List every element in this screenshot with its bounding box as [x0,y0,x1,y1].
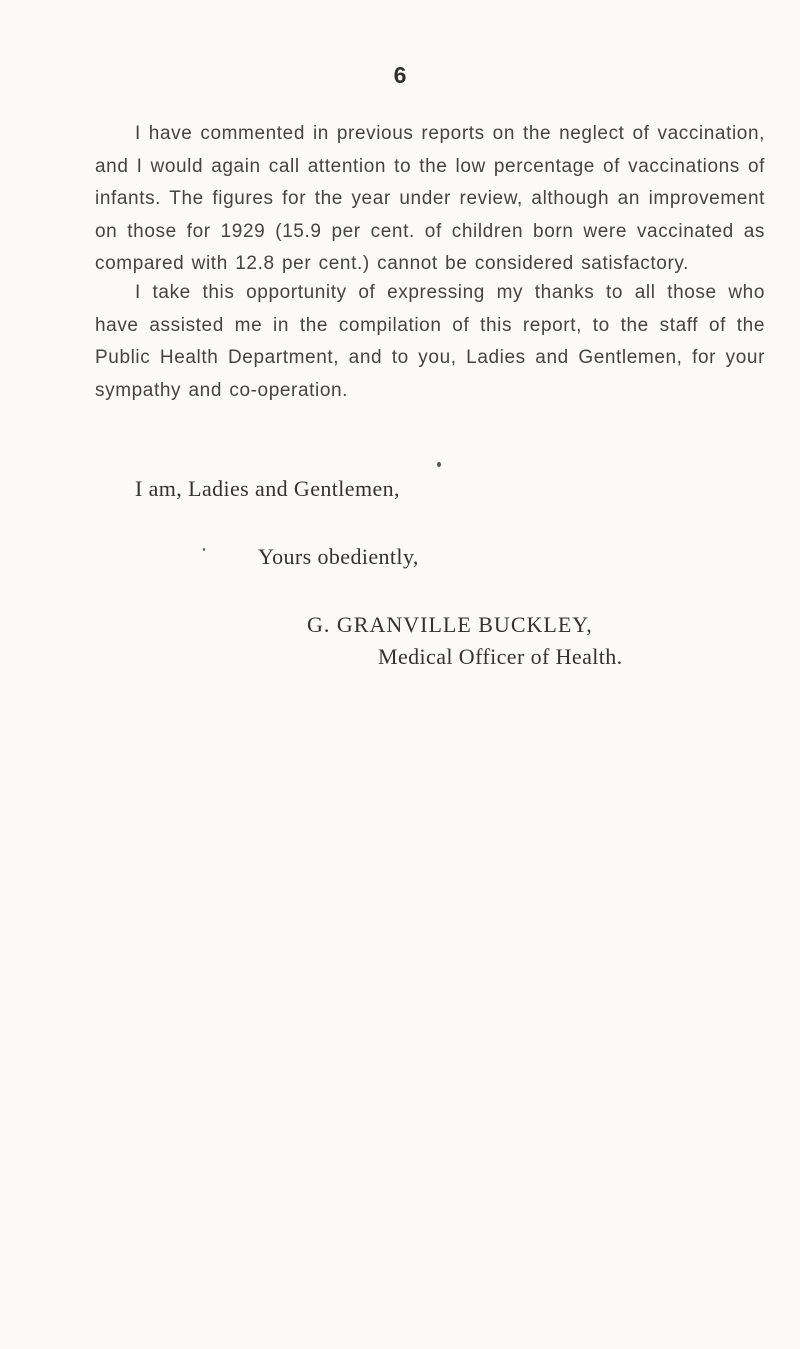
page-number: 6 [393,62,407,88]
signature-title: Medical Officer of Health. [378,644,623,669]
signature-name: G. GRANVILLE BUCKLEY, [307,612,593,637]
paragraph-vaccination: I have commented in previous reports on the neglect of vaccination, and I would again call attention to the low percentage of vaccinations of infants. The figures for the year under review, although an improvement on those for 1929 (15.9 per cent. of children born were vaccinated as compared with 12.8 per cent.) cannot be considered satisfactory. [95,123,765,274]
ink-speck [203,548,205,551]
paragraph-thanks: I take this opportunity of expressing my thanks to all those who have assisted me in the compilation of this report, to the staff of the Public Health Department, and to you, Ladies and Gentlemen, for your sympathy and co-operation. [95,282,765,401]
closing-valediction: Yours obediently, [258,544,419,569]
ink-speck [437,462,441,467]
closing-salutation: I am, Ladies and Gentlemen, [135,476,400,501]
